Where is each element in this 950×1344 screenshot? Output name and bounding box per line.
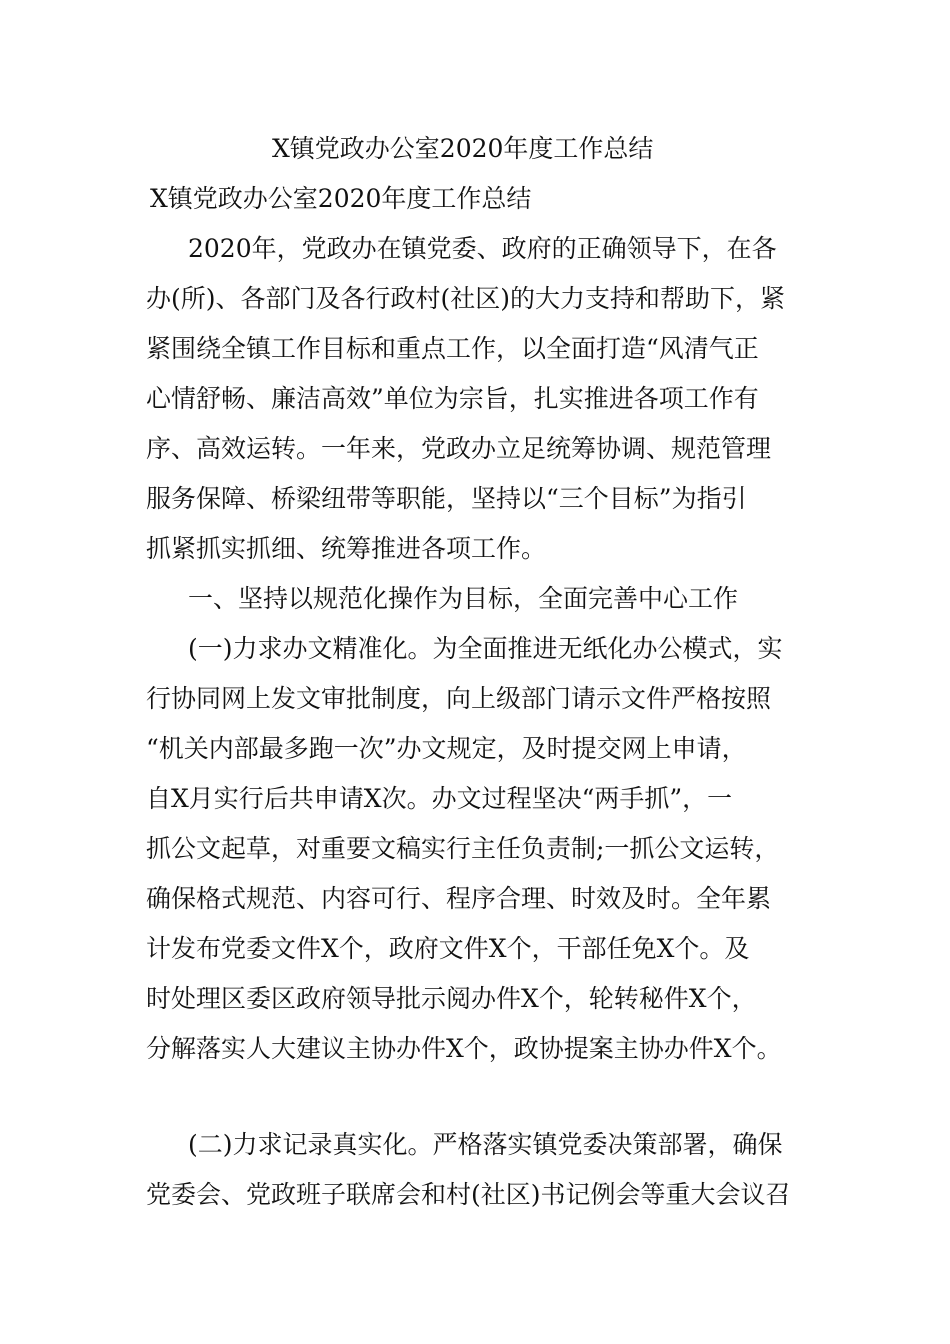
body-line: 确保格式规范、内容可行、程序合理、时效及时。全年累	[146, 884, 772, 913]
body-line: 时处理区委区政府领导批示阅办件X个，轮转秘件X个，	[146, 984, 757, 1013]
body-line: (二)力求记录真实化。严格落实镇党委决策部署，确保	[188, 1130, 783, 1159]
body-line: 心情舒畅、廉洁高效”单位为宗旨，扎实推进各项工作有	[146, 384, 759, 413]
body-line: 序、高效运转。一年来，党政办立足统筹协调、规范管理	[146, 434, 772, 463]
body-line: 自X月实行后共申请X次。办文过程坚决“两手抓”，一	[146, 784, 733, 813]
body-line: 抓公文起草，对重要文稿实行主任负责制;一抓公文运转，	[146, 834, 780, 863]
body-line: 党委会、党政班子联席会和村(社区)书记例会等重大会议召	[146, 1180, 791, 1209]
body-line: 计发布党委文件X个，政府文件X个，干部任免X个。及	[146, 934, 750, 963]
document-subtitle: X镇党政办公室2020年度工作总结	[150, 184, 532, 213]
body-line: 紧围绕全镇工作目标和重点工作，以全面打造“风清气正	[146, 334, 759, 363]
body-line: 抓紧抓实抓细、统筹推进各项工作。	[146, 534, 547, 563]
body-line: 行协同网上发文审批制度，向上级部门请示文件严格按照	[146, 684, 772, 713]
body-line: 2020年，党政办在镇党委、政府的正确领导下，在各	[188, 234, 777, 263]
body-line: (一)力求办文精准化。为全面推进无纸化办公模式，实	[188, 634, 783, 663]
body-line: 办(所)、各部门及各行政村(社区)的大力支持和帮助下，紧	[146, 284, 786, 313]
body-line: 分解落实人大建议主协办件X个，政协提案主协办件X个。	[146, 1034, 782, 1063]
body-line: “机关内部最多跑一次”办文规定，及时提交网上申请，	[146, 734, 747, 763]
body-line: 服务保障、桥梁纽带等职能，坚持以“三个目标”为指引	[146, 484, 747, 513]
section-heading: 一、坚持以规范化操作为目标，全面完善中心工作	[188, 584, 739, 613]
document-title: X镇党政办公室2020年度工作总结	[272, 134, 654, 163]
